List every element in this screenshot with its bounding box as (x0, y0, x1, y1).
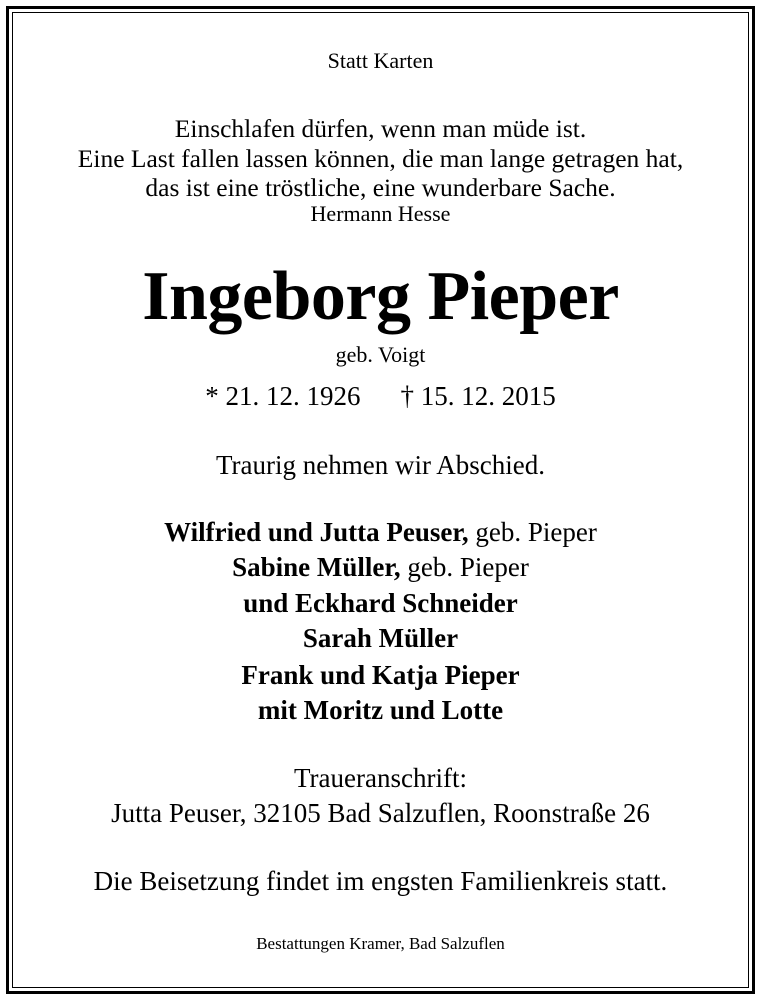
mourner-line-4: Sarah Müller (302, 623, 459, 653)
burial-note: Die Beisetzung findet im engsten Familienkreis statt. (93, 866, 668, 896)
quote-line-1: Einschlafen dürfen, wenn man müde ist. (174, 114, 587, 143)
header-text: Statt Karten (327, 48, 434, 73)
funeral-home: Bestattungen Kramer, Bad Salzuflen (256, 934, 505, 953)
death-date: † 15. 12. 2015 (400, 381, 556, 411)
deceased-name: Ingeborg Pieper (142, 258, 619, 335)
address-value: Jutta Peuser, 32105 Bad Salzuflen, Roonstraße 26 (111, 798, 650, 828)
mourner-line-5: Frank und Katja Pieper (241, 660, 520, 690)
address-label: Traueranschrift: (294, 763, 467, 793)
quote-line-2: Eine Last fallen lassen können, die man lange getragen hat, (77, 144, 684, 173)
maiden-name: geb. Voigt (335, 342, 426, 367)
mourner-line-3: und Eckhard Schneider (243, 588, 518, 618)
mourner-name: Sabine Müller, (232, 552, 401, 582)
birth-date: * 21. 12. 1926 (205, 381, 361, 411)
life-dates (14, 383, 747, 410)
mourner-line-6: mit Moritz und Lotte (257, 695, 504, 725)
mourner-name: Wilfried und Jutta Peuser, (164, 517, 469, 547)
quote-author: Hermann Hesse (310, 201, 451, 226)
mourner-line-2 (14, 554, 747, 581)
mourner-note: geb. Pieper (400, 552, 529, 582)
farewell-text: Traurig nehmen wir Abschied. (216, 450, 545, 480)
mourner-line-1 (14, 519, 747, 546)
mourner-note: geb. Pieper (468, 517, 597, 547)
quote-line-3: das ist eine tröstliche, eine wunderbare Sache. (145, 173, 616, 202)
